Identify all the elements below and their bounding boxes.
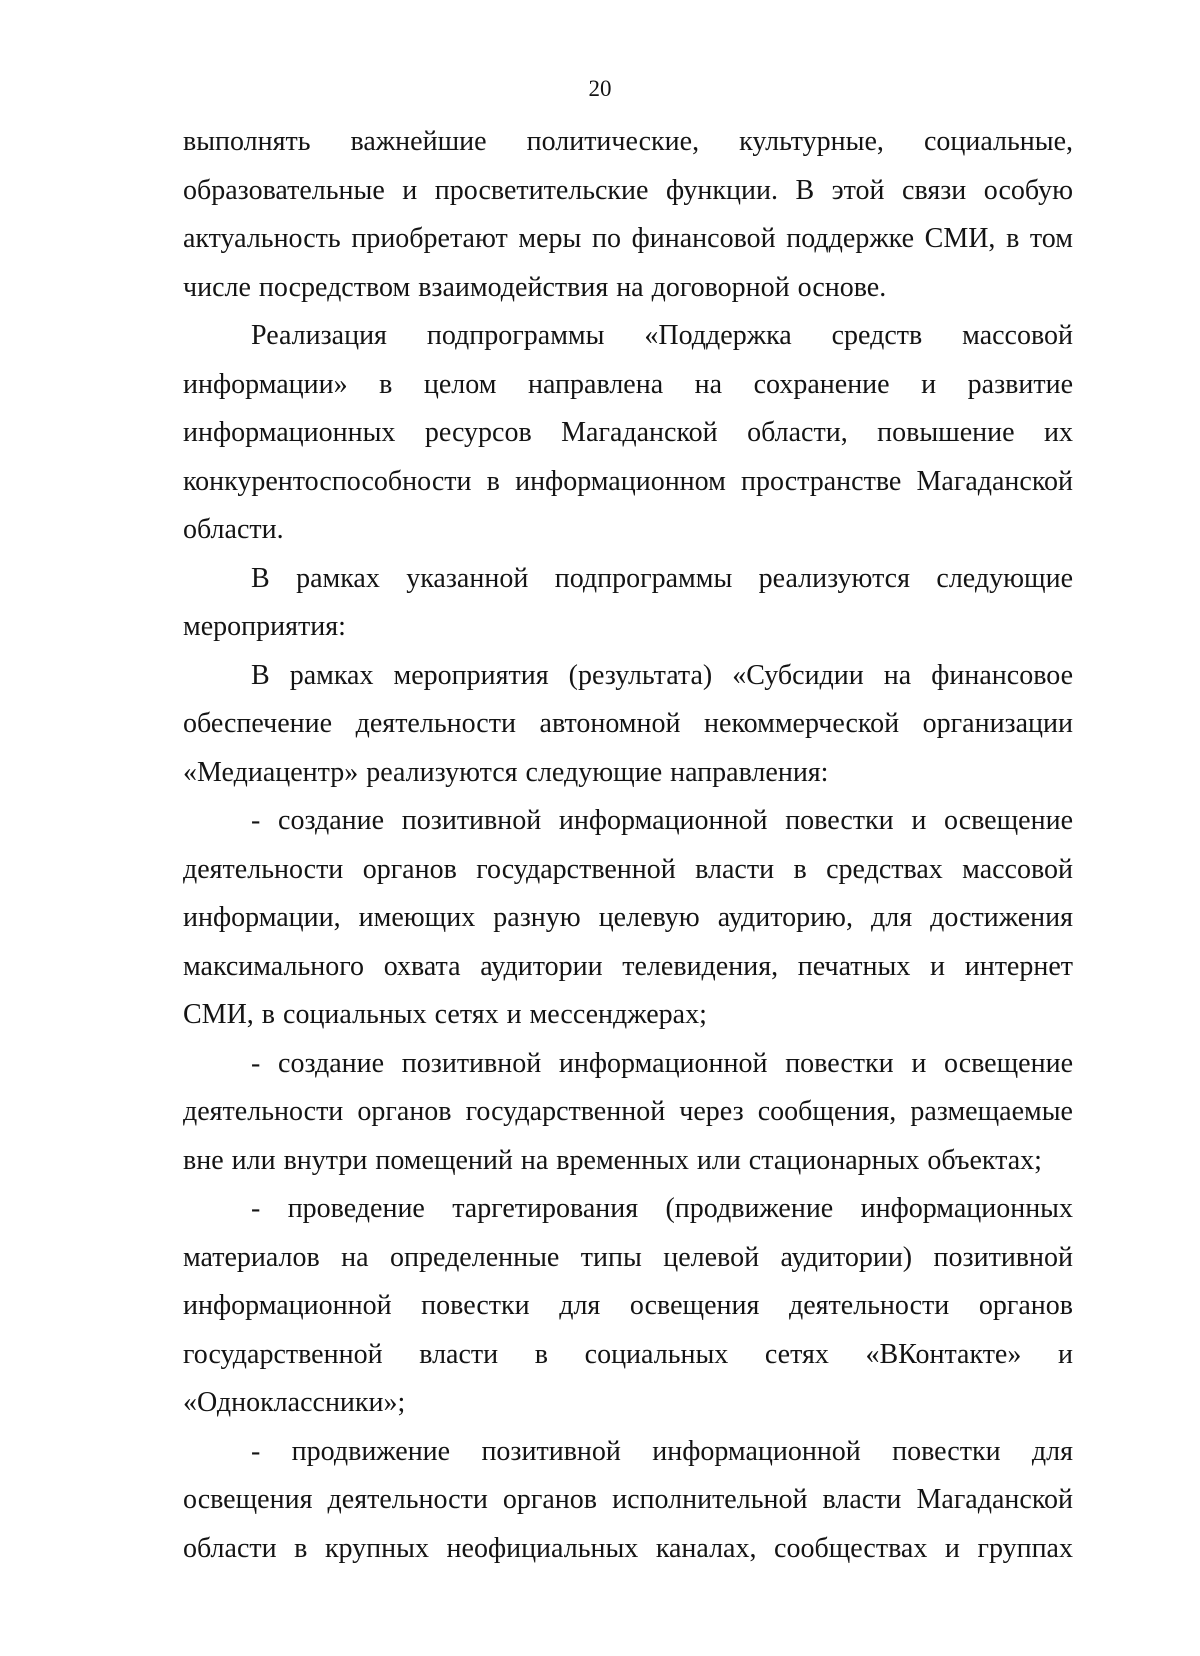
- list-item-positive-agenda-outdoor: - создание позитивной информационной повестки и освещение деятельности органов государственной через сообщения, размещаемые вне или внутри помещений на временных или стационарных объектах;: [183, 1047, 1073, 1176]
- list-item-promotion-channels: - продвижение позитивной информационной повестки для освещения деятельности органов исполнительной власти Магаданской области в крупных неофициальных каналах, сообществах и группах: [183, 1435, 1073, 1564]
- list-item-targeting: - проведение таргетирования (продвижение информационных материалов на определенные типы целевой аудитории) позитивной информационной повестки для освещения деятельности органов государственной власти в социальных сетях «ВКонтакте» и «Одноклассники»;: [183, 1193, 1073, 1418]
- paragraph-measures-intro: В рамках указанной подпрограммы реализуются следующие мероприятия:: [183, 562, 1073, 642]
- document-body: [183, 118, 1073, 1573]
- paragraph-continuation: выполнять важнейшие политические, культурные, социальные, образовательные и просветительские функции. В этой связи особую актуальность приобретают меры по финансовой поддержке СМИ, в том числе посредством взаимодействия на договорной основе.: [183, 126, 1073, 303]
- paragraph-subprogram-goal: Реализация подпрограммы «Поддержка средств массовой информации» в целом направлена на сохранение и развитие информационных ресурсов Магаданской области, повышение их конкурентоспособности в информационном пространстве Магаданской области.: [183, 320, 1073, 545]
- paragraph-mediacenter-subsidy: В рамках мероприятия (результата) «Субсидии на финансовое обеспечение деятельности автономной некоммерческой организации «Медиацентр» реализуются следующие направления:: [183, 659, 1073, 788]
- page-number: 20: [588, 76, 612, 101]
- list-item-positive-agenda-media: - создание позитивной информационной повестки и освещение деятельности органов государственной власти в средствах массовой информации, имеющих разную целевую аудиторию, для достижения максимального охвата аудитории телевидения, печатных и интернет СМИ, в социальных сетях и мессенджерах;: [183, 805, 1073, 1030]
